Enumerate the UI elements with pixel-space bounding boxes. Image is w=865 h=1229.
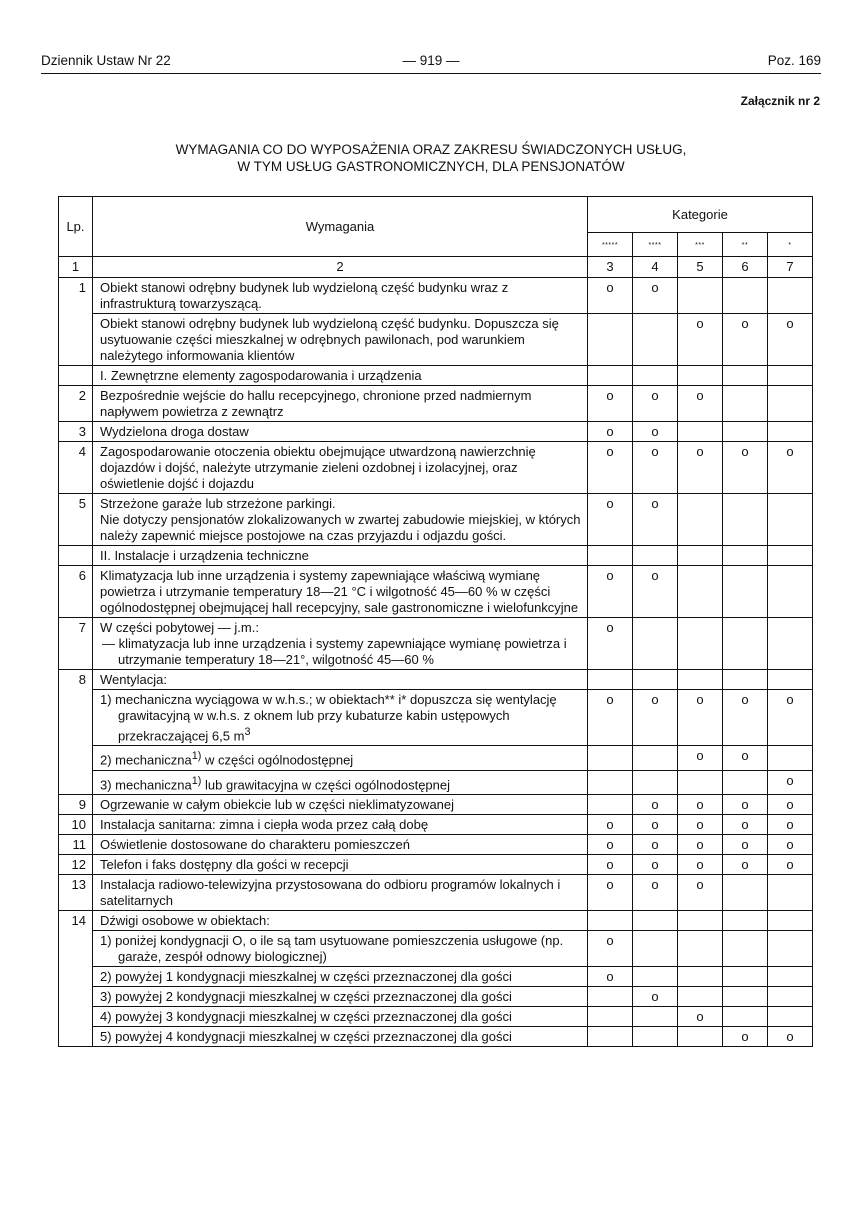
mark: o — [678, 442, 723, 494]
mark: o — [768, 854, 813, 874]
row-number: 4 — [59, 442, 93, 494]
header-divider — [41, 73, 821, 74]
mark: o — [633, 566, 678, 618]
row-number: 14 — [59, 910, 93, 1046]
title-line-1: WYMAGANIA CO DO WYPOSAŻENIA ORAZ ZAKRESU ŚWIADCZONYCH USŁUG, — [175, 142, 687, 157]
requirement-subitem: 4) powyżej 3 kondygnacji mieszkalnej w części przeznaczonej dla gości — [93, 1006, 588, 1026]
mark: o — [723, 814, 768, 834]
requirement-text: Instalacja radiowo-telewizyjna przystosowana do odbioru programów lokalnych i satelitarnych — [93, 874, 588, 910]
table-row — [59, 566, 813, 618]
table-row — [59, 690, 813, 746]
header-requirements: Wymagania — [93, 197, 588, 257]
requirement-text: Oświetlenie dostosowane do charakteru pomieszczeń — [93, 834, 588, 854]
row-number: 3 — [59, 422, 93, 442]
category-1-star: * — [768, 233, 813, 257]
mark: o — [588, 814, 633, 834]
superscript: 3 — [244, 726, 251, 738]
mark: o — [588, 386, 633, 422]
requirement-subitem: 5) powyżej 4 kondygnacji mieszkalnej w części przeznaczonej dla gości — [93, 1026, 588, 1046]
subitem-text: 2) mechaniczna — [100, 752, 192, 768]
category-4-stars: **** — [633, 233, 678, 257]
table-row — [59, 314, 813, 366]
requirement-text: Bezpośrednie wejście do hallu recepcyjnego, chronione przed nadmiernym napływem powietrza z zewnątrz — [93, 386, 588, 422]
row-number: 9 — [59, 794, 93, 814]
mark: o — [678, 794, 723, 814]
mark: o — [723, 1026, 768, 1046]
mark: o — [768, 794, 813, 814]
category-3-stars: *** — [678, 233, 723, 257]
mark: o — [678, 1006, 723, 1026]
mark: o — [588, 834, 633, 854]
table-row — [59, 770, 813, 794]
table-row — [59, 746, 813, 770]
mark: o — [678, 874, 723, 910]
table-row — [59, 834, 813, 854]
requirement-text: Telefon i faks dostępny dla gości w recepcji — [93, 854, 588, 874]
table-row — [59, 874, 813, 910]
mark: o — [768, 314, 813, 366]
mark: o — [588, 442, 633, 494]
table-row — [59, 422, 813, 442]
row-number: 10 — [59, 814, 93, 834]
section-title: I. Zewnętrzne elementy zagospodarowania i urządzenia — [93, 366, 588, 386]
requirement-text: Instalacja sanitarna: zimna i ciepła woda przez całą dobę — [93, 814, 588, 834]
mark: o — [588, 494, 633, 546]
mark: o — [723, 746, 768, 770]
table-row — [59, 930, 813, 966]
mark: o — [633, 854, 678, 874]
header-lp: Lp. — [59, 197, 93, 257]
mark: o — [768, 814, 813, 834]
row-number: 5 — [59, 494, 93, 546]
mark: o — [588, 966, 633, 986]
mark: o — [678, 814, 723, 834]
requirement-subitem — [93, 690, 588, 746]
mark: o — [588, 690, 633, 746]
column-number: 2 — [93, 257, 588, 278]
mark: o — [768, 442, 813, 494]
column-number: 4 — [633, 257, 678, 278]
table-row — [59, 1006, 813, 1026]
table-row — [59, 1026, 813, 1046]
mark: o — [588, 854, 633, 874]
subitem-text: w części ogólnodostępnej — [201, 752, 354, 768]
mark: o — [588, 566, 633, 618]
subitem-text: 3) mechaniczna — [100, 776, 192, 792]
requirement-line: W części pobytowej — j.m.: — [100, 620, 259, 635]
table-row — [59, 618, 813, 670]
mark: o — [678, 854, 723, 874]
table-header-row — [59, 197, 813, 233]
row-number: 1 — [59, 278, 93, 366]
section-row — [59, 366, 813, 386]
mark: o — [768, 1026, 813, 1046]
requirement-subitem — [93, 770, 588, 794]
requirement-text: Obiekt stanowi odrębny budynek lub wydzieloną część budynku. Dopuszcza się usytuowanie części mieszkalnej w odrębnych pawilonach, pod warunkiem należytego informowania klientów — [93, 314, 588, 366]
column-number: 5 — [678, 257, 723, 278]
document-title — [41, 141, 821, 175]
section-title: II. Instalacje i urządzenia techniczne — [93, 546, 588, 566]
requirement-heading: Wentylacja: — [93, 670, 588, 690]
column-numbers-row — [59, 257, 813, 278]
table-row — [59, 670, 813, 690]
mark: o — [633, 690, 678, 746]
requirement-subitem — [93, 746, 588, 770]
mark: o — [768, 834, 813, 854]
mark: o — [678, 314, 723, 366]
requirement-subitem: 1) poniżej kondygnacji O, o ile są tam usytuowane pomieszczenia usługowe (np. garaże, zespół odnowy biologicznej) — [93, 930, 588, 966]
mark: o — [633, 794, 678, 814]
mark: o — [633, 494, 678, 546]
mark: o — [633, 442, 678, 494]
requirement-text: Ogrzewanie w całym obiekcie lub w części nieklimatyzowanej — [93, 794, 588, 814]
mark: o — [633, 278, 678, 314]
column-number: 7 — [768, 257, 813, 278]
requirement-text — [93, 494, 588, 546]
mark: o — [723, 314, 768, 366]
row-number: 8 — [59, 670, 93, 795]
requirement-text — [93, 618, 588, 670]
mark: o — [678, 690, 723, 746]
table-row — [59, 854, 813, 874]
page-header — [41, 53, 821, 73]
mark: o — [588, 874, 633, 910]
mark: o — [678, 386, 723, 422]
mark: o — [633, 814, 678, 834]
mark: o — [723, 834, 768, 854]
mark: o — [633, 874, 678, 910]
row-number: 6 — [59, 566, 93, 618]
column-number: 6 — [723, 257, 768, 278]
mark: o — [723, 690, 768, 746]
table-row — [59, 910, 813, 930]
mark: o — [723, 854, 768, 874]
requirement-line: Strzeżone garaże lub strzeżone parkingi. — [100, 496, 336, 511]
requirement-text: Wydzielona droga dostaw — [93, 422, 588, 442]
subitem-text: 1) mechaniczna wyciągowa w w.h.s.; w obiektach** i* dopuszcza się wentylację grawitacyjną w w.h.s. z oknem lub przy kubaturze kabin ustępowych przekraczającej 6,5 m — [100, 692, 557, 744]
page-number: — 919 — — [402, 53, 460, 68]
requirement-text: Zagospodarowanie otoczenia obiektu obejmujące utwardzoną nawierzchnię dojazdów i dojść, należyte utrzymanie zieleni ozdobnej i izolacyjnej, oraz oświetlenie dojść i dojazdu — [93, 442, 588, 494]
table-row — [59, 986, 813, 1006]
table-row — [59, 794, 813, 814]
mark: o — [723, 442, 768, 494]
column-number: 1 — [59, 257, 93, 278]
mark: o — [723, 794, 768, 814]
mark: o — [768, 770, 813, 794]
requirement-text: Klimatyzacja lub inne urządzenia i systemy zapewniające właściwą wymianę powietrza i utrzymanie temperatury 18—21 °C i wilgotność 45—60 % w części ogólnodostępnej obejmującej hall recepcyjny, sale gastronomiczne i wielofunkcyjne — [93, 566, 588, 618]
requirement-heading: Dźwigi osobowe w obiektach: — [93, 910, 588, 930]
section-row — [59, 546, 813, 566]
mark: o — [588, 618, 633, 670]
mark: o — [633, 834, 678, 854]
table-row — [59, 386, 813, 422]
requirement-subitem: 2) powyżej 1 kondygnacji mieszkalnej w części przeznaczonej dla gości — [93, 966, 588, 986]
subitem-text: lub grawitacyjna w części ogólnodostępnej — [201, 776, 451, 792]
mark: o — [768, 690, 813, 746]
header-categories: Kategorie — [588, 197, 813, 233]
row-number: 12 — [59, 854, 93, 874]
mark: o — [633, 986, 678, 1006]
requirement-subitem: — klimatyzacja lub inne urządzenia i systemy zapewniające wymianę powietrza i utrzymanie temperatury 18—21°, wilgotność 45—60 % — [102, 636, 567, 667]
requirement-note: Nie dotyczy pensjonatów zlokalizowanych w zwartej zabudowie miejskiej, w których należy zapewnić miejsce postojowe na czas przyjazdu i odjazdu gości. — [100, 512, 581, 543]
row-number: 13 — [59, 874, 93, 910]
category-2-stars: ** — [723, 233, 768, 257]
journal-title: Dziennik Ustaw Nr 22 — [41, 53, 171, 68]
requirement-subitem: 3) powyżej 2 kondygnacji mieszkalnej w części przeznaczonej dla gości — [93, 986, 588, 1006]
mark: o — [633, 422, 678, 442]
row-number: 11 — [59, 834, 93, 854]
table-row — [59, 814, 813, 834]
category-5-stars: ***** — [588, 233, 633, 257]
mark: o — [588, 422, 633, 442]
footnote-ref: 1) — [191, 774, 202, 787]
mark: o — [588, 278, 633, 314]
table-row — [59, 278, 813, 314]
row-number: 7 — [59, 618, 93, 670]
table-row — [59, 442, 813, 494]
annex-label: Załącznik nr 2 — [740, 94, 820, 108]
table-row — [59, 966, 813, 986]
position-number: Poz. 169 — [767, 53, 821, 68]
mark: o — [678, 746, 723, 770]
title-line-2: W TYM USŁUG GASTRONOMICZNYCH, DLA PENSJONATÓW — [237, 159, 625, 174]
requirement-text: Obiekt stanowi odrębny budynek lub wydzieloną część budynku wraz z infrastrukturą towarzyszącą. — [93, 278, 588, 314]
mark: o — [678, 834, 723, 854]
mark: o — [588, 930, 633, 966]
table-row — [59, 494, 813, 546]
row-number: 2 — [59, 386, 93, 422]
mark: o — [633, 386, 678, 422]
column-number: 3 — [588, 257, 633, 278]
footnote-ref: 1) — [191, 750, 202, 763]
requirements-table — [58, 196, 813, 1047]
